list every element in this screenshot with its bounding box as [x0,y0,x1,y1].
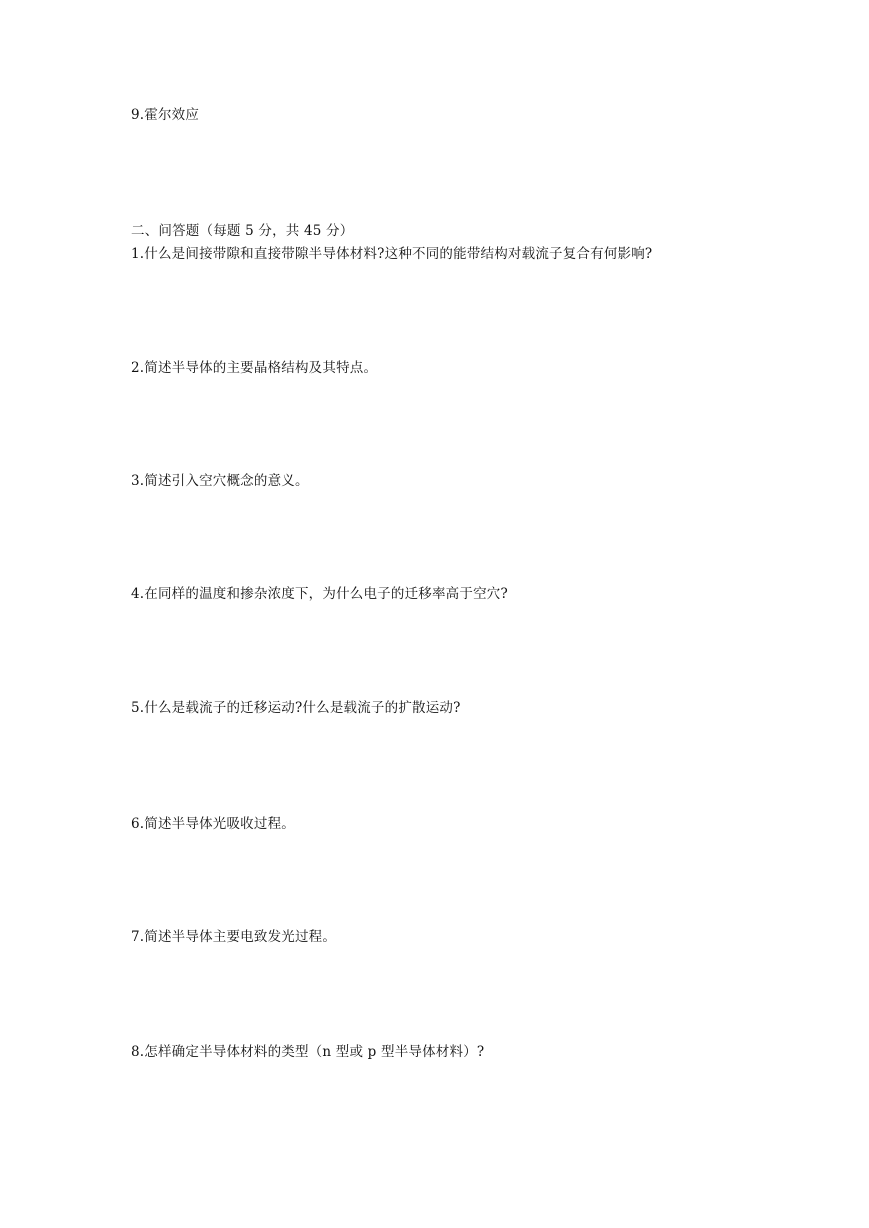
question-5: 5.什么是载流子的迁移运动?什么是载流子的扩散运动? [131,700,461,716]
question-8: 8.怎样确定半导体材料的类型（n 型或 p 型半导体材料）? [131,1044,485,1060]
question-2: 2.简述半导体的主要晶格结构及其特点。 [131,360,378,376]
question-1: 1.什么是间接带隙和直接带隙半导体材料?这种不同的能带结构对载流子复合有何影响? [131,246,653,262]
question-4: 4.在同样的温度和掺杂浓度下，为什么电子的迁移率高于空穴? [131,586,508,602]
item-9-hall-effect: 9.霍尔效应 [131,107,200,123]
section-heading-qa: 二、问答题（每题 5 分，共 45 分） [131,223,354,239]
question-7: 7.简述半导体主要电致发光过程。 [131,929,337,945]
question-3: 3.简述引入空穴概念的意义。 [131,473,309,489]
question-6: 6.简述半导体光吸收过程。 [131,816,295,832]
